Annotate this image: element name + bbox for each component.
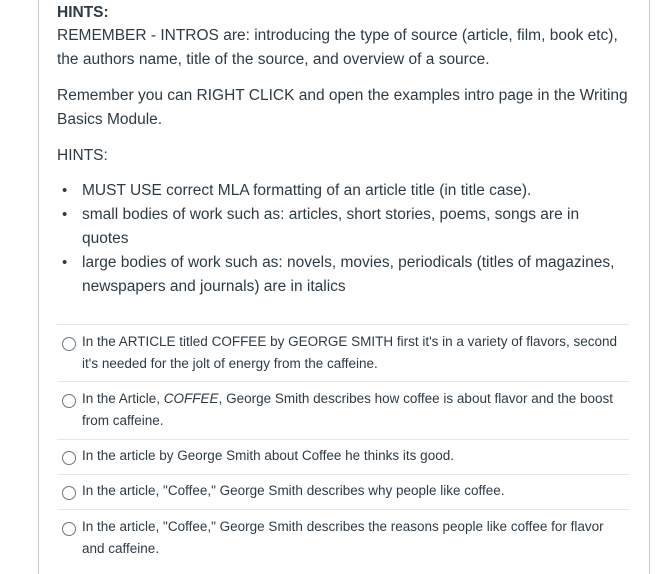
answer-option-2[interactable] [57, 381, 629, 439]
answer-label[interactable]: In the article, "Coffee," George Smith describes why people like coffee. [82, 483, 505, 498]
answer-label-italic-title: COFFEE [163, 391, 219, 406]
right-click-reminder-paragraph: Remember you can RIGHT CLICK and open the examples intro page in the Writing Basics Module. [57, 87, 628, 128]
hint-item [57, 179, 617, 203]
intro-reminder-paragraph: REMEMBER - INTROS are: introducing the type of source (article, film, book etc), the authors name, title of the source, and overview of a source. [57, 27, 618, 68]
hint-item [57, 251, 617, 299]
answer-label-prefix: In the Article, [82, 391, 164, 406]
hint-item-text: large bodies of work such as: novels, movies, periodicals (titles of magazines, newspapers and journals) are in italics [82, 254, 615, 295]
answer-option-5[interactable] [57, 509, 629, 569]
answer-label[interactable]: In the article, "Coffee," George Smith describes the reasons people like coffee for flavor and caffeine. [82, 519, 604, 556]
radio-button[interactable] [62, 522, 76, 536]
hints-subtitle: HINTS: [57, 147, 108, 164]
radio-button[interactable] [62, 394, 76, 408]
answer-option-1[interactable] [57, 324, 629, 381]
answer-label-suffix: , George Smith describes how coffee is about flavor and the boost from caffeine. [82, 391, 614, 428]
answer-choices [57, 324, 629, 569]
answer-option-4[interactable] [57, 474, 629, 509]
bullet-icon: • [62, 182, 68, 199]
bullet-icon: • [62, 254, 68, 271]
hint-item [57, 203, 617, 251]
answer-label[interactable]: In the article by George Smith about Coffee he thinks its good. [82, 448, 454, 463]
radio-button[interactable] [62, 337, 76, 351]
answer-label[interactable]: In the ARTICLE titled COFFEE by GEORGE SMITH first it's in a variety of flavors, second it's needed for the jolt of energy from the caffeine. [82, 334, 617, 371]
hint-item-text: small bodies of work such as: articles, short stories, poems, songs are in quotes [82, 206, 580, 247]
bullet-icon: • [62, 206, 68, 223]
hint-list [57, 179, 617, 299]
answer-option-3[interactable] [57, 439, 629, 474]
hint-item-text: MUST USE correct MLA formatting of an article title (in title case). [82, 182, 532, 199]
hints-title: HINTS: [57, 4, 109, 21]
answer-label[interactable] [82, 388, 627, 432]
radio-button[interactable] [62, 451, 76, 465]
radio-button[interactable] [62, 486, 76, 500]
